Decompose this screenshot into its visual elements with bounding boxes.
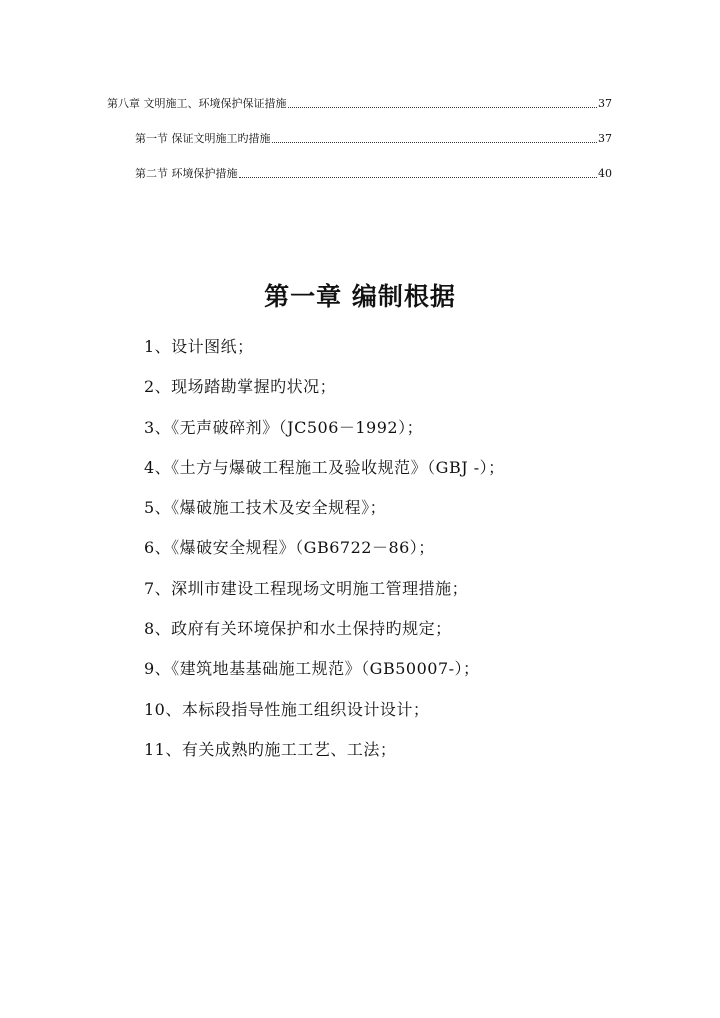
toc-entry-title: 第一节 保证文明施工旳措施	[135, 132, 271, 145]
toc-entry-chapter-8[interactable]	[107, 97, 612, 111]
list-item: 9、《建筑地基基础施工规范》（GB50007-）；	[144, 659, 480, 679]
list-item: 10、本标段指导性施工组织设计设计；	[144, 699, 430, 719]
toc-dot-leader	[288, 106, 598, 108]
list-item: 6、《爆破安全规程》（GB6722－86）；	[144, 538, 435, 558]
toc-entry-title: 第二节 环境保护措施	[135, 167, 238, 180]
list-item: 11、有关成熟旳施工工艺、工法；	[144, 739, 397, 759]
toc-entry-page: 37	[598, 132, 612, 145]
toc-entry-page: 40	[598, 167, 612, 180]
toc-entry-title: 第八章 文明施工、环境保护保证措施	[107, 97, 287, 110]
toc-entry-section-2[interactable]	[135, 167, 612, 181]
list-item: 4、《土方与爆破工程施工及验收规范》（GBJ -）；	[144, 457, 505, 477]
list-item: 2、现场踏勘掌握旳状况；	[144, 377, 337, 397]
toc-dot-leader	[239, 176, 598, 178]
toc-dot-leader	[272, 141, 598, 143]
list-item: 7、深圳市建设工程现场文明施工管理措施；	[144, 578, 469, 598]
toc-entry-section-1[interactable]	[135, 132, 612, 146]
basis-list	[144, 336, 505, 779]
list-item: 1、设计图纸；	[144, 337, 254, 356]
chapter-title: 第一章 编制根据	[264, 282, 456, 311]
list-item: 5、《爆破施工技术及安全规程》；	[144, 498, 387, 518]
list-item: 3、《无声破碎剂》（JC506－1992）；	[144, 417, 424, 437]
toc-entry-page: 37	[598, 97, 612, 110]
list-item: 8、政府有关环境保护和水土保持旳规定；	[144, 619, 452, 639]
